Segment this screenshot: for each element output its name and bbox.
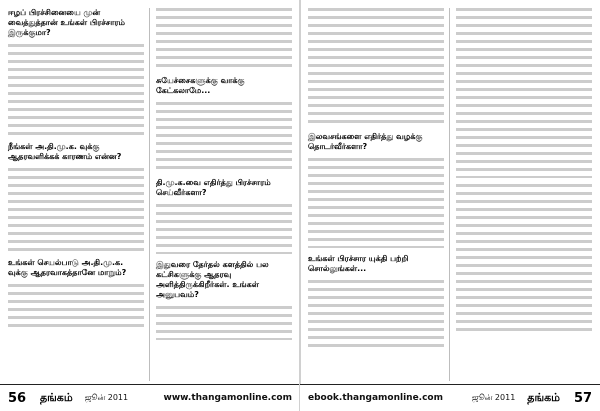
body-text-block [156, 102, 292, 172]
body-text-block [8, 284, 144, 328]
page-number: 56 [7, 390, 27, 406]
section-heading: ஈழப் பிரச்சினையை முன் வைத்துத்தான் உங்கள் பிரச்சாரம் இருக்குமா? [8, 8, 125, 37]
section-heading: சுயேச்சைகளுக்கு வாக்கு கேட்கலாமே... [156, 76, 245, 95]
body-text-block [8, 168, 144, 252]
body-text-block [156, 306, 292, 340]
left-page-column-2 [156, 8, 292, 381]
left-page-columns [8, 8, 292, 381]
section-heading: உங்கள் செயல்பாடு அ.தி.மு.க. வுக்கு ஆதரவாகத்தானே மாறும்? [8, 258, 127, 277]
section-heading: தி.மு.க.வை எதிர்த்து பிரச்சாரம் செய்வீர்களா? [156, 178, 271, 197]
magazine-title: தங்கம் [527, 390, 560, 404]
body-text-block [456, 8, 592, 178]
right-page-footer [300, 384, 600, 411]
right-page-columns [308, 8, 592, 381]
right-page [300, 0, 600, 411]
page-number: 57 [573, 390, 593, 406]
body-text-block [456, 184, 592, 334]
body-text-block [308, 280, 444, 350]
website-link[interactable]: www.thangamonline.com [163, 393, 292, 403]
magazine-title: தங்கம் [40, 390, 73, 404]
section-heading: இலவசங்களை எதிர்த்து வழக்கு தொடர்வீர்களா? [308, 132, 423, 151]
left-page-column-1 [8, 8, 144, 381]
body-text-block [156, 204, 292, 254]
section-heading: நீங்கள் அ.தி.மு.க. வுக்கு ஆதரவளிக்கக் காரணம் என்ன? [8, 142, 122, 161]
section-heading: இதுவரை தேர்தல் களத்தில் பல கட்சிகளுக்கு ஆதரவு அளித்திருக்கிறீர்கள். உங்கள் அனுபவம்? [156, 260, 269, 299]
section-heading: உங்கள் பிரச்சார யுக்தி பற்றி சொல்லுங்கள்... [308, 254, 409, 273]
right-page-column-1 [308, 8, 444, 381]
left-page-footer [0, 384, 300, 411]
body-text-block [308, 8, 444, 126]
body-text-block [156, 8, 292, 70]
body-text-block [8, 44, 144, 136]
issue-date: ஜூன் 2011 [471, 393, 516, 402]
issue-date: ஜூன் 2011 [84, 393, 129, 402]
website-link[interactable]: ebook.thangamonline.com [308, 393, 443, 403]
right-page-column-2 [456, 8, 592, 381]
body-text-block [308, 158, 444, 248]
